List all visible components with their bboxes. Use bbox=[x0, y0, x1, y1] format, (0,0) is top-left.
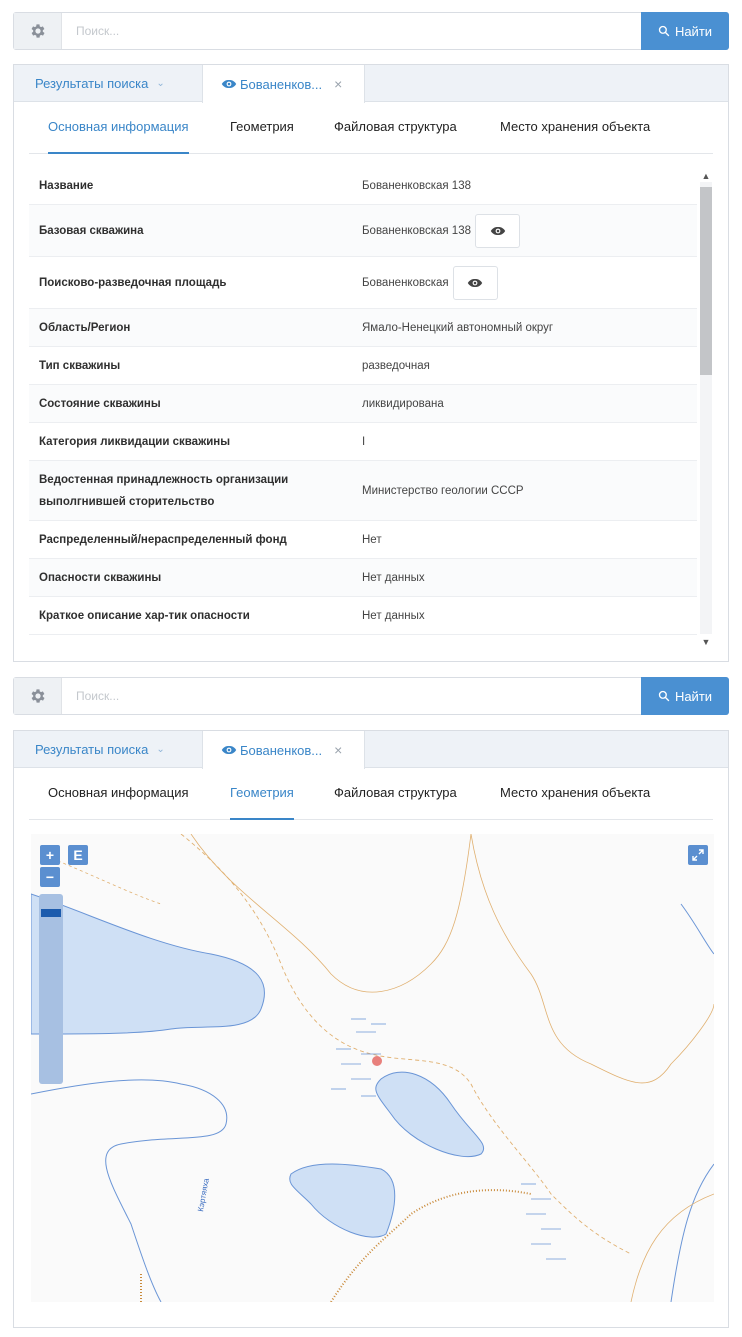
row-value: Министерство геологии СССР bbox=[362, 484, 524, 497]
table-row bbox=[29, 521, 697, 559]
tab-search-results-label: Результаты поиска bbox=[35, 76, 149, 91]
row-key: Область/Регион bbox=[39, 321, 131, 334]
chevron-down-icon: ⌄ bbox=[156, 744, 165, 755]
expand-icon bbox=[692, 849, 704, 861]
gear-icon bbox=[29, 687, 47, 705]
table-row bbox=[29, 385, 697, 423]
search-icon bbox=[658, 25, 670, 37]
eye-icon bbox=[490, 226, 506, 236]
vertical-scrollbar[interactable] bbox=[699, 170, 711, 648]
subtabs bbox=[29, 768, 713, 820]
row-key: Опасности скважины bbox=[39, 571, 162, 584]
scroll-thumb[interactable] bbox=[700, 187, 712, 375]
tab-search-results[interactable] bbox=[35, 731, 165, 768]
row-key: Состояние скважины bbox=[39, 397, 161, 410]
tab-object[interactable] bbox=[202, 65, 365, 103]
subtab-geometry[interactable]: Геометрия bbox=[230, 785, 294, 820]
search-bar bbox=[13, 12, 729, 50]
row-value: Нет данных bbox=[362, 571, 425, 584]
subtab-file-structure[interactable]: Файловая структура bbox=[334, 785, 457, 800]
find-button[interactable] bbox=[641, 12, 729, 50]
eye-icon bbox=[221, 744, 237, 756]
find-button-label: Найти bbox=[674, 688, 713, 704]
row-value: Нет данных bbox=[362, 609, 425, 622]
info-table bbox=[29, 167, 697, 647]
subtab-storage-location[interactable]: Место хранения объекта bbox=[500, 119, 651, 134]
subtab-geometry[interactable]: Геометрия bbox=[230, 119, 294, 134]
settings-button[interactable] bbox=[14, 678, 62, 714]
row-value: Бованенковская 138 bbox=[362, 224, 471, 237]
tabs-bar bbox=[14, 731, 728, 768]
row-key: Краткое описание хар-тик опасности bbox=[39, 609, 250, 622]
tabs-bar bbox=[14, 65, 728, 102]
layer-switch-button[interactable]: E bbox=[68, 845, 88, 865]
row-key: Распределенный/нераспределенный фонд bbox=[39, 533, 287, 546]
row-key: Поисково-разведочная площадь bbox=[39, 276, 227, 289]
row-value: ликвидирована bbox=[362, 397, 444, 410]
subtab-main-info[interactable]: Основная информация bbox=[48, 785, 189, 800]
tab-object-label: Бованенков... bbox=[240, 742, 323, 758]
row-key: Категория ликвидации скважины bbox=[39, 435, 231, 448]
chevron-down-icon: ⌄ bbox=[156, 78, 165, 89]
scroll-down-icon[interactable]: ▼ bbox=[701, 637, 711, 647]
row-value: Бованенковская 138 bbox=[362, 179, 471, 192]
find-button[interactable] bbox=[641, 677, 729, 715]
river-label: Кэртяяха bbox=[196, 1177, 211, 1213]
table-row bbox=[29, 597, 697, 635]
subtab-main-info[interactable]: Основная информация bbox=[48, 119, 189, 154]
row-key: Название bbox=[39, 179, 94, 192]
row-key: Тип скважины bbox=[39, 359, 121, 372]
object-card bbox=[13, 64, 729, 662]
find-button-label: Найти bbox=[674, 23, 713, 39]
eye-icon bbox=[467, 278, 483, 288]
row-key: Базовая скважина bbox=[39, 224, 144, 237]
subtab-file-structure[interactable]: Файловая структура bbox=[334, 119, 457, 134]
close-icon[interactable]: × bbox=[334, 742, 343, 758]
table-row bbox=[29, 423, 697, 461]
object-card bbox=[13, 730, 729, 1328]
zoom-out-button[interactable]: − bbox=[40, 867, 60, 887]
row-value: I bbox=[362, 435, 366, 448]
scroll-up-icon[interactable]: ▲ bbox=[701, 171, 711, 181]
tab-search-results-label: Результаты поиска bbox=[35, 742, 149, 757]
table-row bbox=[29, 347, 697, 385]
row-value: Нет bbox=[362, 533, 382, 546]
row-value: разведочная bbox=[362, 359, 430, 372]
table-row bbox=[29, 461, 697, 521]
fullscreen-button[interactable] bbox=[688, 845, 708, 865]
subtabs bbox=[29, 102, 713, 154]
map-canvas[interactable] bbox=[31, 834, 714, 1302]
zoom-in-button[interactable]: + bbox=[40, 845, 60, 865]
eye-icon bbox=[221, 78, 237, 90]
search-icon bbox=[658, 690, 670, 702]
table-row bbox=[29, 167, 697, 205]
tab-object[interactable] bbox=[202, 731, 365, 769]
table-row bbox=[29, 257, 697, 309]
well-marker[interactable] bbox=[372, 1056, 382, 1066]
close-icon[interactable]: × bbox=[334, 76, 343, 92]
search-input[interactable] bbox=[62, 678, 641, 714]
zoom-slider[interactable] bbox=[39, 894, 63, 1084]
table-row bbox=[29, 309, 697, 347]
view-base-well-button[interactable] bbox=[475, 214, 520, 248]
table-row bbox=[29, 559, 697, 597]
view-area-button[interactable] bbox=[453, 266, 498, 300]
search-input[interactable] bbox=[62, 13, 641, 49]
settings-button[interactable] bbox=[14, 13, 62, 49]
tab-search-results[interactable] bbox=[35, 65, 165, 102]
zoom-slider-handle[interactable] bbox=[41, 909, 61, 917]
table-row bbox=[29, 205, 697, 257]
row-value: Ямало-Ненецкий автономный округ bbox=[362, 321, 554, 334]
row-value: Бованенковская bbox=[362, 276, 449, 289]
subtab-storage-location[interactable]: Место хранения объекта bbox=[500, 785, 651, 800]
tab-object-label: Бованенков... bbox=[240, 76, 323, 92]
gear-icon bbox=[29, 22, 47, 40]
map-view[interactable] bbox=[31, 834, 714, 1302]
search-bar bbox=[13, 677, 729, 715]
row-key: Ведостенная принадлежность организации выполгнившей сторительство bbox=[39, 473, 289, 508]
